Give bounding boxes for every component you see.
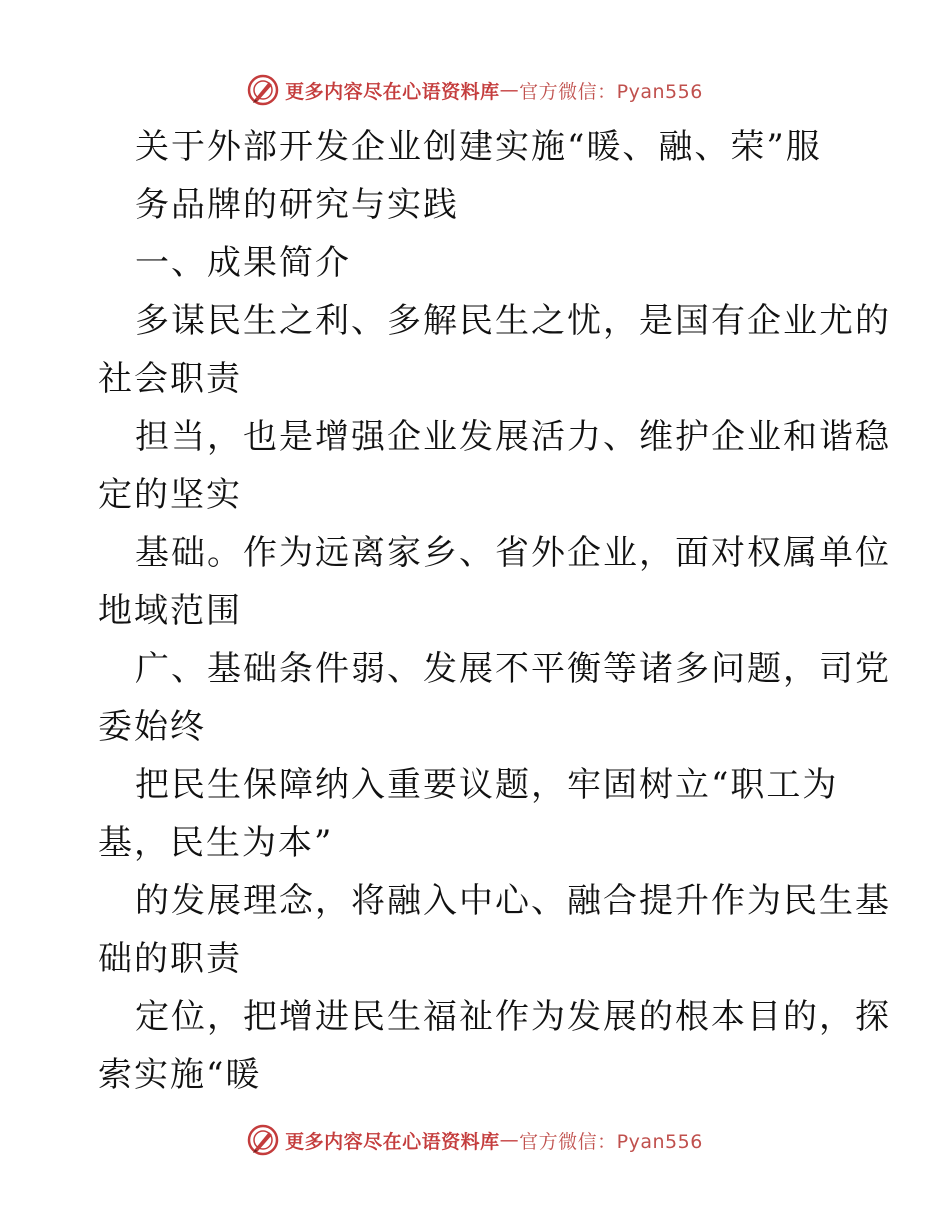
body-line: 地域范围	[98, 591, 242, 631]
footer-watermark	[0, 1120, 950, 1160]
watermark-main-text: 更多内容尽在心语资料库	[285, 80, 500, 103]
body-line: 社会职责	[98, 359, 242, 399]
watermark-wechat-text: 官方微信：Pyan556	[519, 80, 703, 103]
body-paragraph	[98, 292, 891, 1104]
body-line: 础的职责	[98, 939, 242, 979]
watermark-separator: —	[499, 79, 520, 101]
body-line: 基，民生为本”	[98, 823, 334, 863]
body-line: 基础。作为远离家乡、省外企业，面对权属单位	[135, 533, 891, 573]
body-line: 索实施“暖	[98, 1055, 262, 1095]
body-line: 多谋民生之利、多解民生之忧，是国有企业尤的	[135, 301, 891, 341]
section-heading: 一、成果简介	[135, 243, 351, 283]
header-watermark	[0, 70, 950, 110]
body-line: 定的坚实	[98, 475, 242, 515]
watermark-wechat-text: 官方微信：Pyan556	[519, 1130, 703, 1153]
document-title-line-2: 务品牌的研究与实践	[135, 185, 459, 225]
watermark-separator: —	[499, 1129, 520, 1151]
body-line: 广、基础条件弱、发展不平衡等诸多问题，司党	[135, 649, 891, 689]
document-title-line-1: 关于外部开发企业创建实施“暖、融、荣”服	[135, 127, 822, 167]
body-line: 的发展理念，将融入中心、融合提升作为民生基	[135, 881, 891, 921]
body-line: 把民生保障纳入重要议题，牢固树立“职工为	[135, 765, 839, 805]
watermark-main-text: 更多内容尽在心语资料库	[285, 1130, 500, 1153]
body-line: 定位，把增进民生福祉作为发展的根本目的，探	[135, 997, 891, 1037]
document-body	[98, 118, 891, 1104]
body-line: 委始终	[98, 707, 206, 747]
pen-circle-logo-icon	[247, 74, 279, 106]
pen-circle-logo-icon	[247, 1124, 279, 1156]
body-line: 担当，也是增强企业发展活力、维护企业和谐稳	[135, 417, 891, 457]
